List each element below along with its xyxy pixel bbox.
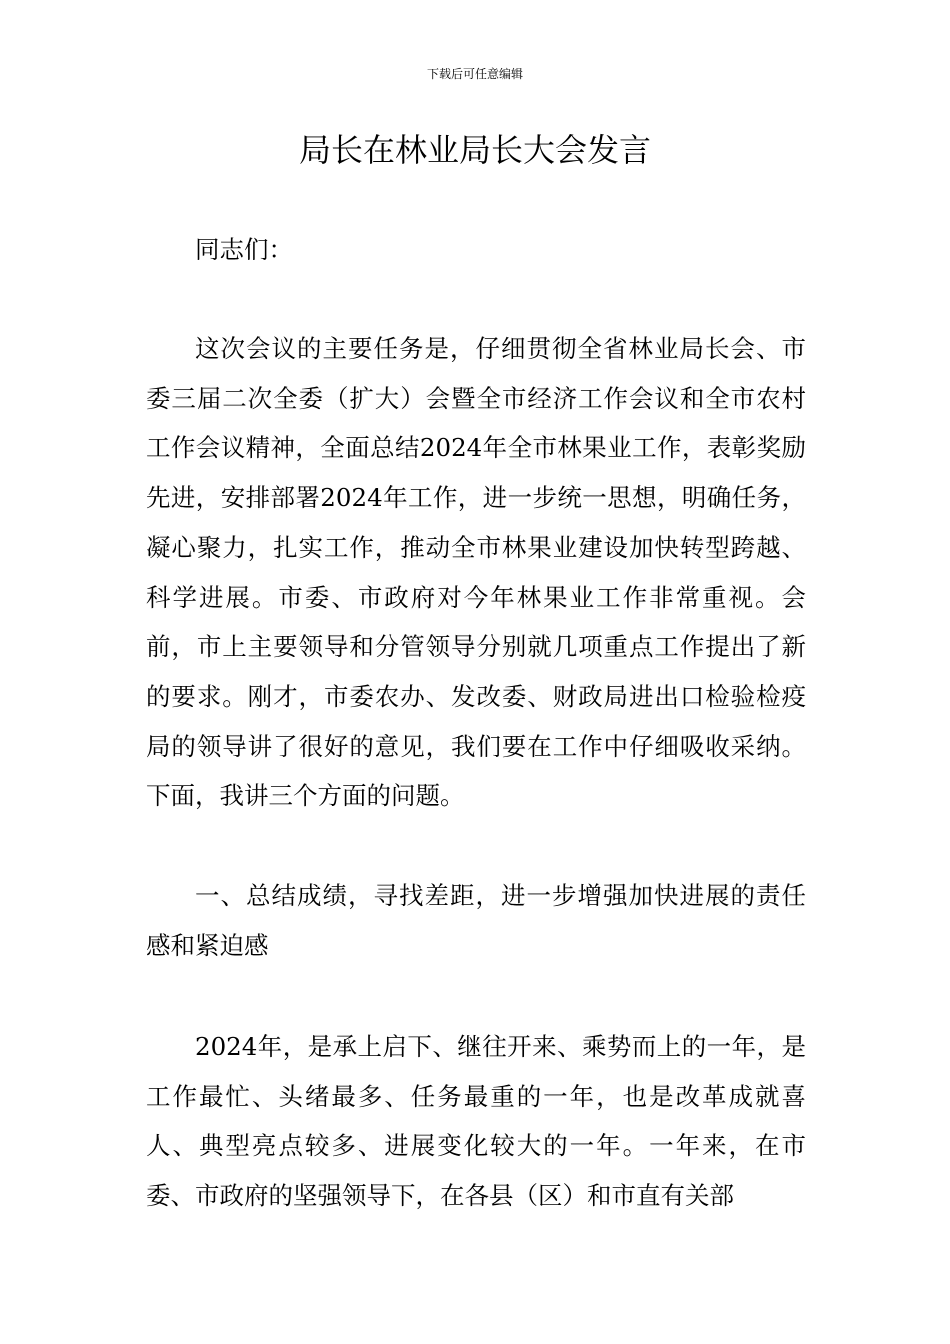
body-paragraph-1: 2024年，是承上启下、继往开来、乘势而上的一年，是工作最忙、头绪最多、任务最重的一年，也是改革成就喜人、典型亮点较多、进展变化较大的一年。一年来，在市委、市政府的坚强领导下，在各县（区）和市直有关部 <box>146 1032 806 1211</box>
intro-paragraph: 这次会议的主要任务是，仔细贯彻全省林业局长会、市委三届二次全委（扩大）会暨全市经济工作会议和全市农村工作会议精神，全面总结2024年全市林果业工作，表彰奖励先进，安排部署2024年工作，进一步统一思想，明确任务，凝心聚力，扎实工作，推动全市林果业建设加快转型跨越、科学进展。市委、市政府对今年林果业工作非常重视。会前，市上主要领导和分管领导分别就几项重点工作提出了新的要求。刚才，市委农办、发改委、财政局进出口检验检疫局的领导讲了很好的意见，我们要在工作中仔细吸收采纳。下面，我讲三个方面的问题。 <box>146 334 806 811</box>
section-heading-1: 一、总结成绩，寻找差距，进一步增强加快进展的责任感和紧迫感 <box>146 881 806 960</box>
page-header-note: 下载后可任意编辑 <box>426 67 523 81</box>
document-title: 局长在林业局长大会发言 <box>298 131 651 169</box>
salutation-paragraph: 同志们： <box>195 235 293 264</box>
